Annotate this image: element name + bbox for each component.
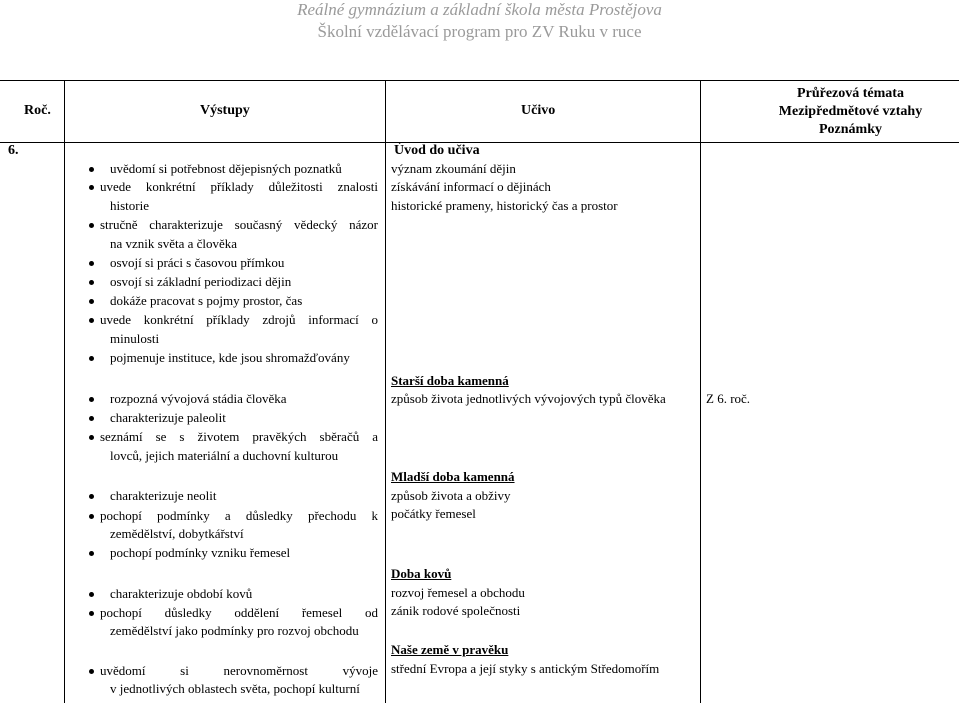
content-text: získávání informací o dějinách <box>391 179 551 194</box>
content-text: počátky řemesel <box>391 506 476 521</box>
output-text: lovců, jejich materiální a duchovní kulturou <box>110 448 339 463</box>
bullet-icon <box>89 416 94 421</box>
section-title: Starší doba kamenná <box>391 373 509 388</box>
output-text: na vznik světa a člověka <box>110 236 238 251</box>
output-text: uvědomí si potřebnost dějepisných poznatků <box>110 161 342 176</box>
grid-line-1 <box>64 80 65 703</box>
output-text: zemědělství, dobytkářství <box>110 526 244 541</box>
bullet-icon <box>89 318 94 323</box>
column-header-notes <box>742 85 959 139</box>
output-text: uvede konkrétní příklady zdrojů informací o <box>100 312 378 327</box>
output-text: uvede konkrétní příklady důležitosti znalosti <box>100 179 378 194</box>
output-text: charakterizuje neolit <box>110 488 217 503</box>
bullet-icon <box>89 299 94 304</box>
bullet-icon <box>89 397 94 402</box>
output-text: rozpozná vývojová stádia člověka <box>110 391 287 406</box>
output-text: seznámí se s životem pravěkých sběračů a <box>100 429 378 444</box>
output-text: osvojí si základní periodizaci dějin <box>110 274 292 289</box>
output-text: pochopí podmínky vzniku řemesel <box>110 545 291 560</box>
output-text: pochopí podmínky a důsledky přechodu k <box>100 508 378 523</box>
bullet-icon <box>89 611 94 616</box>
column-header-roc: Roč. <box>24 103 51 118</box>
bullet-icon <box>89 592 94 597</box>
output-text: pochopí důsledky oddělení řemesel od <box>100 605 378 620</box>
bullet-icon <box>89 167 94 172</box>
bullet-icon <box>89 514 94 519</box>
program-name: Školní vzdělávací program pro ZV Ruku v ruce <box>317 22 642 41</box>
grid-line-2 <box>385 80 386 703</box>
output-text: charakterizuje paleolit <box>110 410 226 425</box>
grid-line-3 <box>700 80 701 703</box>
content-text: rozvoj řemesel a obchodu <box>391 585 525 600</box>
section-title: Naše země v pravěku <box>391 642 509 657</box>
output-text: charakterizuje období kovů <box>110 586 253 601</box>
column-header-ucivo: Učivo <box>521 103 556 118</box>
output-text: osvojí si práci s časovou přímkou <box>110 255 285 270</box>
bullet-icon <box>89 280 94 285</box>
output-text: zemědělství jako podmínky pro rozvoj obchodu <box>110 623 359 638</box>
bullet-icon <box>89 223 94 228</box>
bullet-icon <box>89 669 94 674</box>
grade-label: 6. <box>8 143 19 158</box>
content-text: střední Evropa a její styky s antickým Středomořím <box>391 661 660 676</box>
bullet-icon <box>89 185 94 190</box>
section-title: Mladší doba kamenná <box>391 469 515 484</box>
table-top-border <box>0 80 959 81</box>
note-text: Z 6. roč. <box>706 391 751 406</box>
output-text: stručně charakterizuje současný vědecký názor <box>100 217 378 232</box>
output-text: v jednotlivých oblastech světa, pochopí kulturní <box>110 681 360 696</box>
bullet-icon <box>89 494 94 499</box>
column-header-vystupy: Výstupy <box>200 103 250 118</box>
output-text: minulosti <box>110 331 160 346</box>
column-header-notes-line2: Mezipředmětové vztahy <box>778 104 923 119</box>
bullet-icon <box>89 435 94 440</box>
section-title: Úvod do učiva <box>394 143 480 158</box>
content-text: zánik rodové společnosti <box>391 603 521 618</box>
column-header-notes-line3: Poznámky <box>819 122 882 137</box>
output-text: uvědomí si nerovnoměrnost vývoje <box>100 663 378 678</box>
output-text: historie <box>110 198 149 213</box>
output-text: pojmenuje instituce, kde jsou shromažďovány <box>110 350 350 365</box>
content-text: význam zkoumání dějin <box>391 161 516 176</box>
bullet-icon <box>89 261 94 266</box>
output-text: dokáže pracovat s pojmy prostor, čas <box>110 293 303 308</box>
content-text: způsob života a obživy <box>391 488 511 503</box>
bullet-icon <box>89 551 94 556</box>
bullet-icon <box>89 356 94 361</box>
school-name: Reálné gymnázium a základní škola města Prostějova <box>297 0 662 19</box>
column-header-notes-line1: Průřezová témata <box>797 86 904 101</box>
section-title: Doba kovů <box>391 566 452 581</box>
content-text: způsob života jednotlivých vývojových typů člověka <box>391 391 666 406</box>
content-text: historické prameny, historický čas a prostor <box>391 198 618 213</box>
